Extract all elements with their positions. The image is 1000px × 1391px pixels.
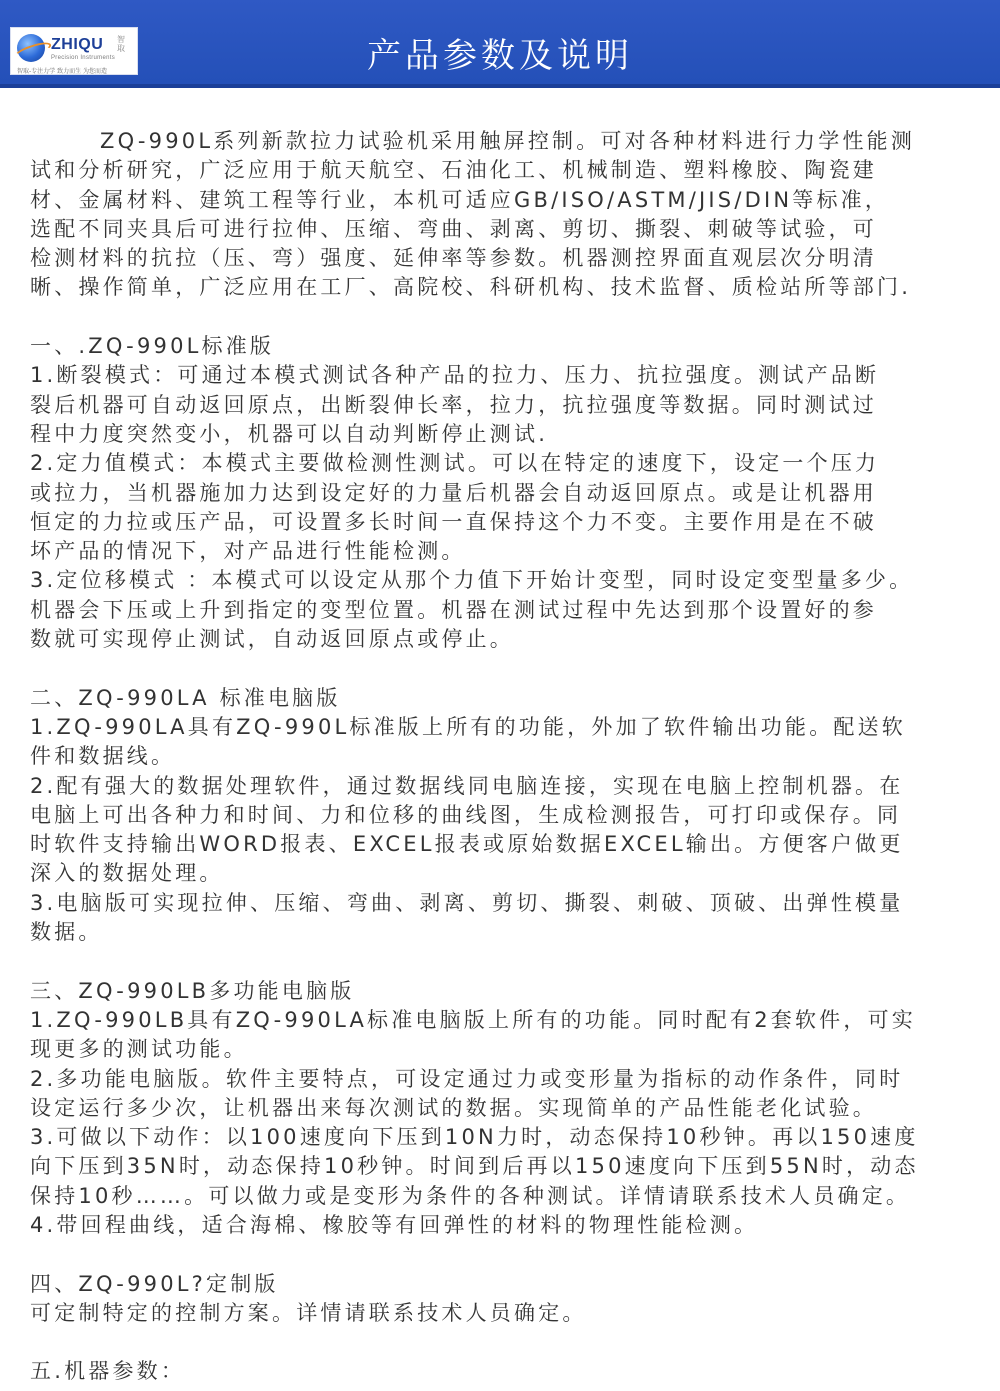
section-heading: 二、ZQ-990LA 标准电脑版: [30, 685, 341, 710]
section-heading: 五.机器参数：: [30, 1359, 186, 1384]
text-line: 1.断裂模式：可通过本模式测试各种产品的拉力、压力、抗拉强度。测试产品断: [30, 363, 880, 388]
text-line: ZQ-990L系列新款拉力试验机采用触屏控制。可对各种材料进行力学性能测: [100, 129, 916, 153]
text-line: 坏产品的情况下，对产品进行性能检测。: [30, 539, 466, 564]
paragraph-spacer: [30, 1328, 980, 1357]
section-block: [30, 332, 980, 654]
text-line: 或拉力，当机器施加力达到设定好的力量后机器会自动返回原点。或是让机器用: [30, 480, 877, 505]
section-block: [30, 1357, 980, 1386]
logo-slogan: 智取-专注力学 致力而生 为您而造: [17, 68, 107, 75]
text-line: 可定制特定的控制方案。详情请联系技术人员确定。: [30, 1300, 587, 1325]
text-line: 电脑上可出各种力和时间、力和位移的曲线图，生成检测报告，可打印或保存。同: [30, 802, 902, 827]
section-heading: 一、.ZQ-990L标准版: [30, 334, 275, 359]
text-line: 深入的数据处理。: [30, 861, 224, 886]
text-line: 恒定的力拉或压产品，可设置多长时间一直保持这个力不变。主要作用是在不破: [30, 509, 877, 534]
logo-sub-text: Precision Instruments: [51, 55, 115, 61]
section-block: [30, 1270, 980, 1329]
text-line: 2.配有强大的数据处理软件，通过数据线同电脑连接，实现在电脑上控制机器。在: [30, 773, 904, 798]
paragraph-spacer: [30, 303, 980, 332]
text-line: 2.多功能电脑版。软件主要特点，可设定通过力或变形量为指标的动作条件，同时: [30, 1066, 904, 1091]
section-heading: 三、ZQ-990LB多功能电脑版: [30, 978, 355, 1003]
text-line: 数据。: [30, 920, 103, 945]
paragraph-spacer: [30, 654, 980, 683]
section-heading: 四、ZQ-990L?定制版: [30, 1271, 279, 1296]
text-line: 检测材料的抗拉（压、弯）强度、延伸率等参数。机器测控界面直观层次分明清: [30, 246, 877, 271]
text-line: 程中力度突然变小，机器可以自动判断停止测试.: [30, 421, 549, 446]
text-line: 时软件支持输出WORD报表、EXCEL报表或原始数据EXCEL输出。方便客户做更: [30, 832, 904, 857]
text-line: 数就可实现停止测试，自动返回原点或停止。: [30, 627, 514, 652]
paragraph-spacer: [30, 1240, 980, 1269]
text-line: 1.ZQ-990LA具有ZQ-990L标准版上所有的功能，外加了软件输出功能。配送软: [30, 714, 907, 739]
header-banner: [0, 0, 1000, 88]
text-line: 2.定力值模式：本模式主要做检测性测试。可以在特定的速度下，设定一个压力: [30, 451, 880, 476]
text-line: 保持10秒……。可以做力或是变形为条件的各种测试。详情请联系技术人员确定。: [30, 1183, 911, 1208]
text-line: 向下压到35N时，动态保持10秒钟。时间到后再以150速度向下压到55N时，动态: [30, 1154, 919, 1179]
text-line: 3.可做以下动作：以100速度向下压到10N力时，动态保持10秒钟。再以150速度: [30, 1125, 919, 1150]
page-title: 产品参数及说明: [367, 36, 633, 76]
intro-paragraph: [30, 127, 980, 303]
document-body: [30, 127, 980, 1387]
text-line: 件和数据线。: [30, 744, 176, 769]
text-line: 裂后机器可自动返回原点，出断裂伸长率，拉力，抗拉强度等数据。同时测试过: [30, 392, 877, 417]
paragraph-spacer: [30, 947, 980, 976]
text-line: 现更多的测试功能。: [30, 1037, 248, 1062]
text-line: 4.带回程曲线，适合海棉、橡胶等有回弹性的材料的物理性能检测。: [30, 1212, 759, 1237]
text-line: 材、金属材料、建筑工程等行业，本机可适应GB/ISO/ASTM/JIS/DIN等标准，: [30, 187, 890, 212]
text-line: 晰、操作简单，广泛应用在工厂、高院校、科研机构、技术监督、质检站所等部门.: [30, 275, 912, 300]
logo-cn-text: 智取: [117, 35, 125, 53]
section-block: [30, 684, 980, 948]
text-line: 选配不同夹具后可进行拉伸、压缩、弯曲、剥离、剪切、撕裂、刺破等试验，可: [30, 216, 877, 241]
text-line: 1.ZQ-990LB具有ZQ-990LA标准电脑版上所有的功能。同时配有2套软件，可实: [30, 1007, 916, 1032]
text-line: 3.定位移模式 ：本模式可以设定从那个力值下开始计变型，同时设定变型量多少。: [30, 568, 914, 593]
text-line: 试和分析研究，广泛应用于航天航空、石油化工、机械制造、塑料橡胶、陶瓷建: [30, 158, 877, 183]
section-block: [30, 977, 980, 1241]
text-line: 设定运行多少次，让机器出来每次测试的数据。实现简单的产品性能老化试验。: [30, 1095, 877, 1120]
logo-brand-text: ZHIQU: [51, 36, 104, 53]
text-line: 机器会下压或上升到指定的变型位置。机器在测试过程中先达到那个设置好的参: [30, 597, 877, 622]
text-line: 3.电脑版可实现拉伸、压缩、弯曲、剥离、剪切、撕裂、刺破、顶破、出弹性模量: [30, 890, 904, 915]
